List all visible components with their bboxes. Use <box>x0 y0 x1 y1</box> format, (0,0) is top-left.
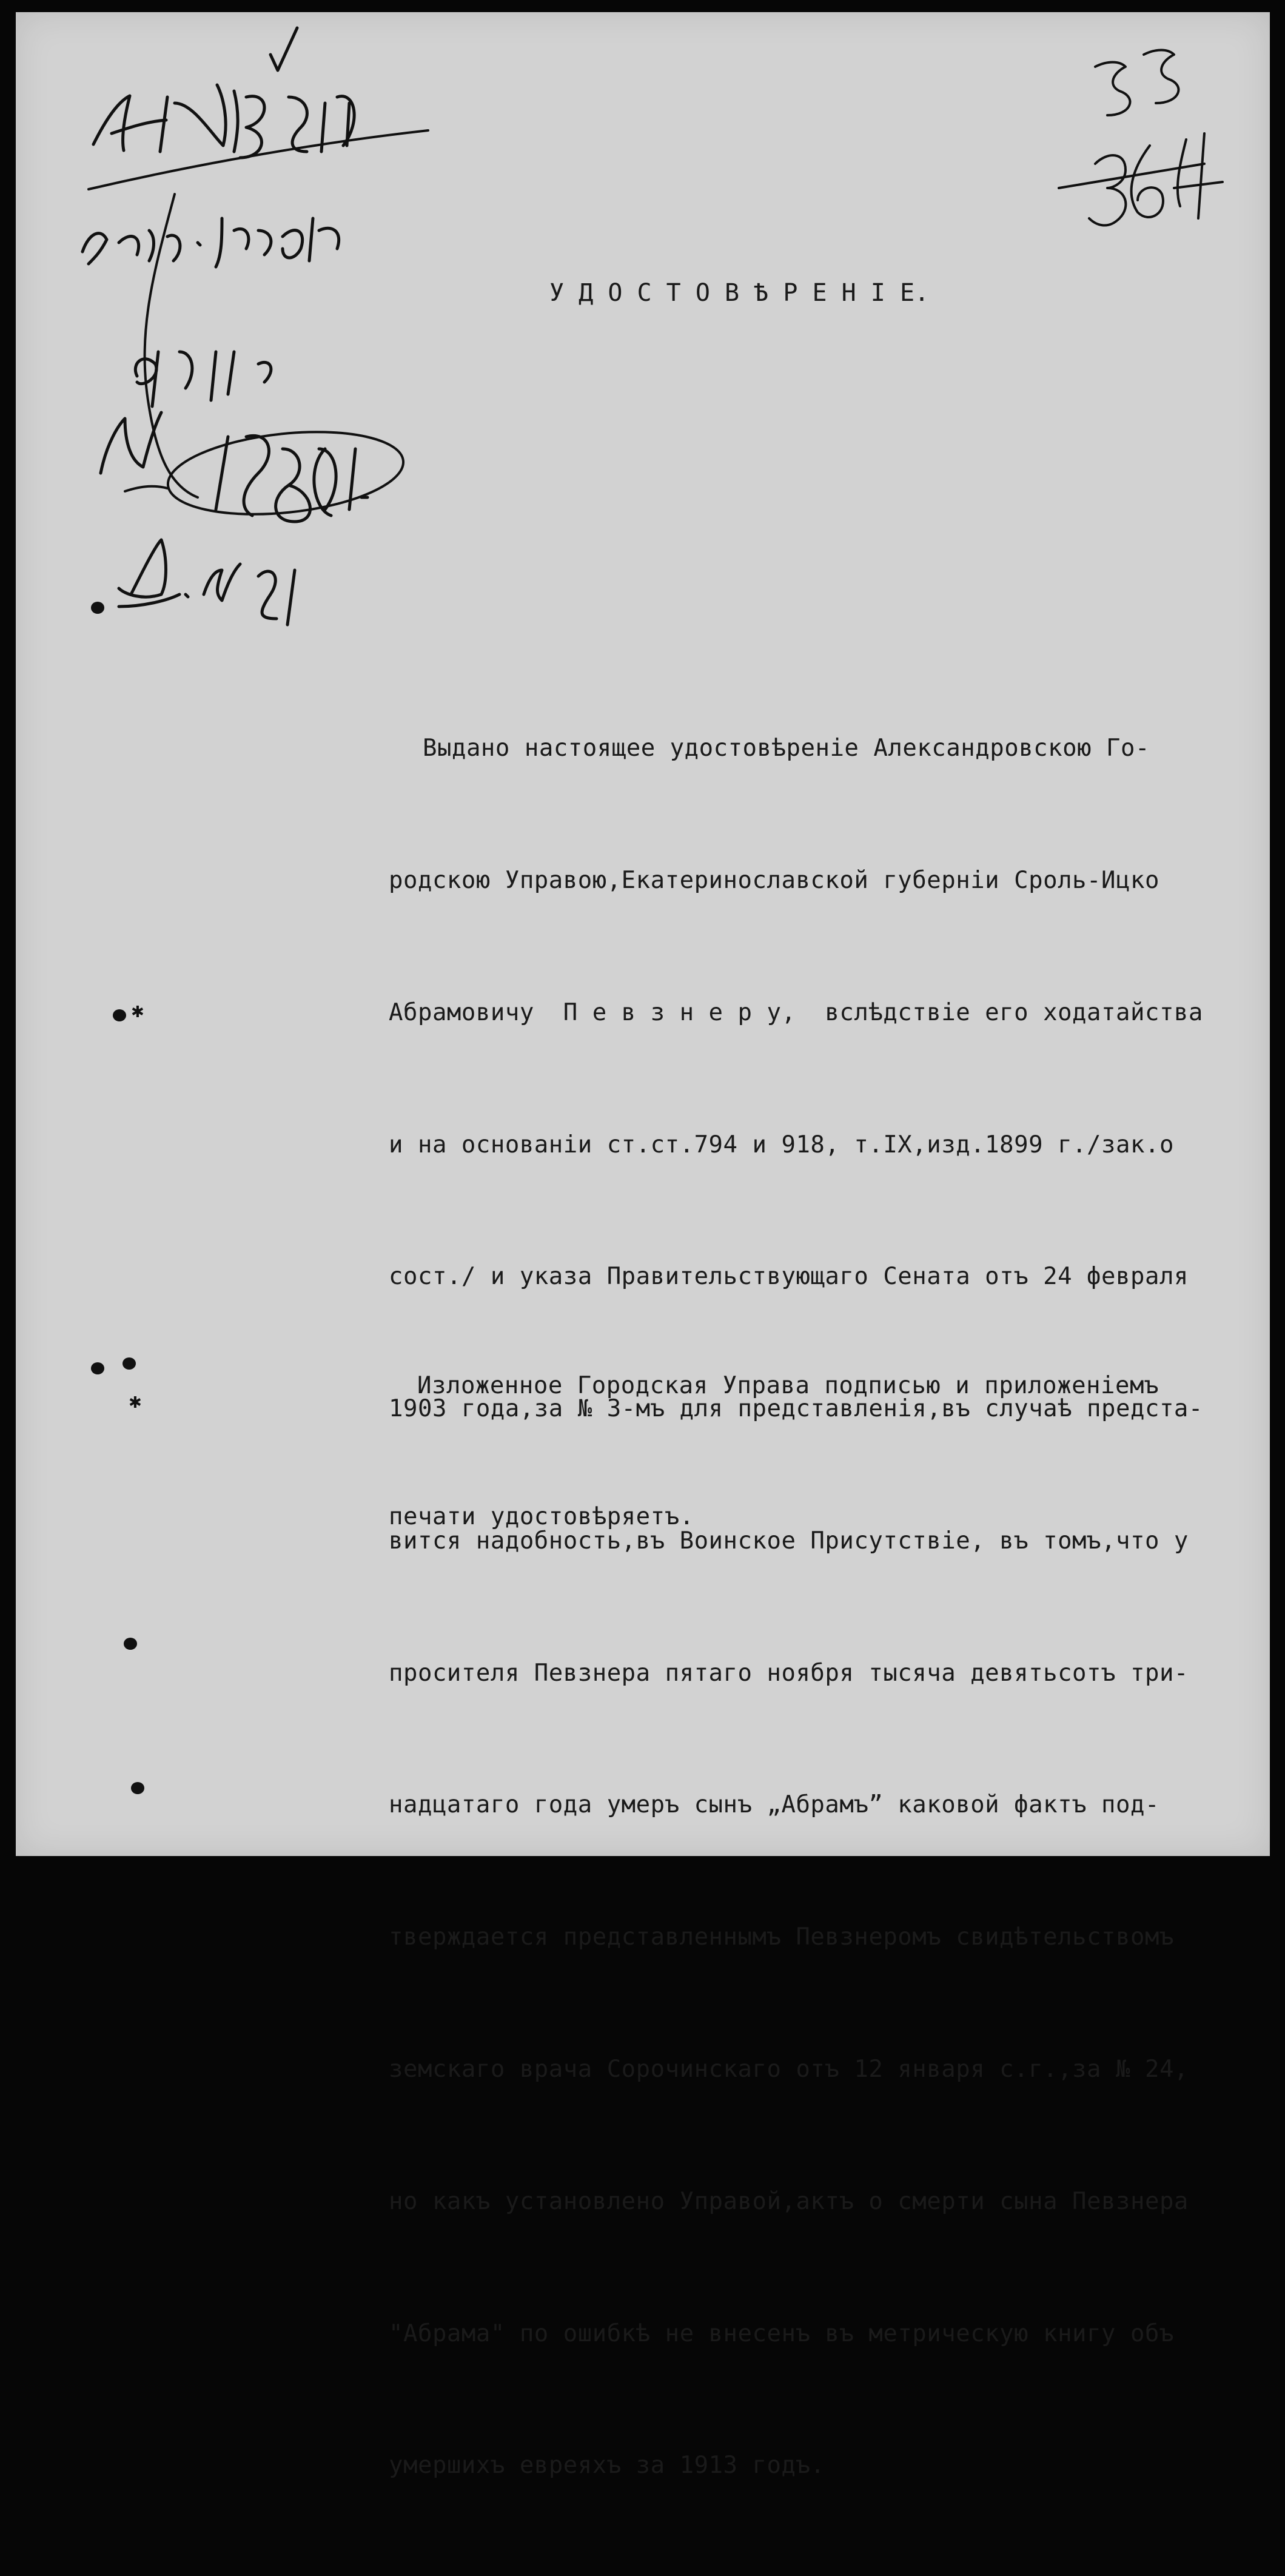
register-number-scrawl <box>93 85 354 158</box>
paragraph-line: "Абрама" по ошибкѣ не внесенъ въ метрическую книгу объ <box>389 2319 1174 2347</box>
date-scrawl <box>82 218 339 267</box>
paragraph-line: просителя Певзнера пятаго ноября тысяча девятьсотъ три- <box>389 1659 1189 1687</box>
year-scrawl <box>135 352 271 406</box>
number-oval <box>164 422 407 525</box>
file-number-scrawl <box>119 540 295 625</box>
paragraph-line: печати удостовѣряетъ. <box>389 1503 694 1530</box>
punch-hole <box>131 1782 144 1794</box>
folio-strike <box>1059 164 1204 188</box>
number-sign-scrawl <box>101 412 161 473</box>
paragraph-line: 1903 года,за № 3-мъ для представленія,въ случаѣ предста- <box>389 1395 1203 1423</box>
checkmark-mark <box>270 28 297 70</box>
paragraph-line: сост./ и указа Правительствующаго Сената отъ 24 февраля <box>389 1263 1189 1291</box>
paragraph-line: умершихъ евреяхъ за 1913 годъ. <box>389 2452 825 2480</box>
flourish-stroke <box>145 194 198 497</box>
document-title: У Д О С Т О В Ѣ Р Е Н І Е. <box>549 279 930 307</box>
paragraph-line: тверждается представленнымъ Певзнеромъ свидѣтельствомъ <box>389 1923 1174 1951</box>
document-page <box>16 12 1270 2480</box>
paragraph-line: Абрамовичу П е в з н е р у, вслѣдствіе его ходатайства <box>389 998 1203 1026</box>
binding-star-mark: ✱ <box>129 1394 142 1412</box>
punch-hole <box>124 1638 137 1650</box>
body-paragraph-2 <box>389 1277 1159 1626</box>
paragraph-line: и на основаніи ст.ст.794 и 918, т.IX,изд.1899 г./зак.о <box>389 1131 1174 1159</box>
punch-hole <box>113 1009 126 1021</box>
folio-number-55 <box>1095 50 1178 116</box>
binding-star-mark: ✱ <box>131 1003 144 1021</box>
paragraph-line: вится надобность,въ Воинское Присутствіе, въ томъ,что у <box>389 1527 1189 1555</box>
punch-hole <box>91 602 104 614</box>
folio-number-364 <box>1089 133 1223 226</box>
paragraph-line: Выдано настоящее удостовѣреніе Александровскою Го- <box>423 735 1150 762</box>
paragraph-line: Изложенное Городская Управа подписью и приложеніемъ <box>417 1372 1159 1399</box>
punch-hole <box>122 1357 136 1370</box>
number-1780-scrawl <box>216 435 367 522</box>
paragraph-line: родскою Управою,Екатеринославской губерніи Сроль-Ицко <box>389 866 1159 894</box>
punch-hole <box>91 1362 104 1374</box>
paragraph-line: надцатаго года умеръ сынъ „Абрамъ” каковой фактъ под- <box>389 1791 1159 1819</box>
paragraph-line: земскаго врача Сорочинскаго отъ 12 января с.г.,за № 24, <box>389 2056 1189 2083</box>
paragraph-line: но какъ установлено Управой,актъ о смерти сына Певзнера <box>389 2187 1189 2215</box>
register-underline <box>89 130 428 189</box>
